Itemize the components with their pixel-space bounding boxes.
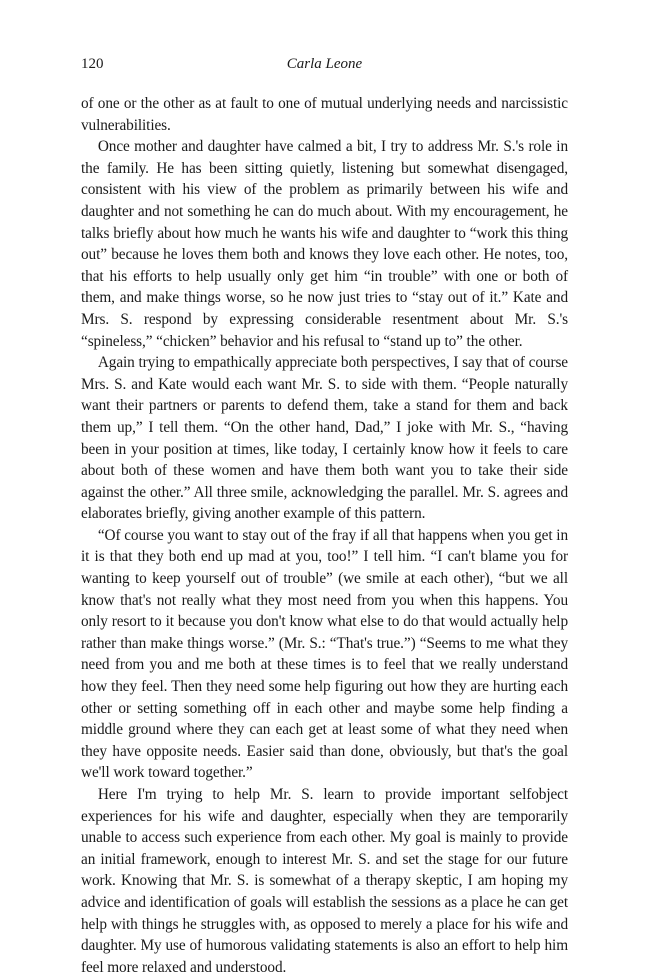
- paragraph: of one or the other as at fault to one of mutual underlying needs and narcissistic vulnerabilities.: [81, 95, 568, 134]
- book-page: [81, 56, 568, 978]
- running-head: [81, 56, 568, 78]
- running-head-author: Carla Leone: [286, 56, 363, 72]
- body-text: [81, 93, 568, 978]
- paragraph: “Of course you want to stay out of the fray if all that happens when you get in it is that they both end up mad at you, too!” I tell him. “I can't blame you for wanting to keep yourself out of trouble” (we smile at each other), “but we all know that's not really what they most need from you when this happens. You only resort to it because you don't know what else to do that would actually help rather than make things worse.” (Mr. S.: “That's true.”) “Seems to me what they need from you and me both at these times is to feel that we really understand how they feel. Then they need some help figuring out how they are hurting each other or setting something off in each other and maybe some help finding a middle ground where they can each get at least some of what they need when they have opposite needs. Easier said than done, obviously, but that's the goal we'll work toward together.”: [81, 526, 568, 782]
- page-number: 120: [81, 56, 104, 72]
- paragraph: Again trying to empathically appreciate both perspectives, I say that of course Mrs. S. and Kate would each want Mr. S. to side with them. “People naturally want their partners or parents to defend them, take a stand for them and back them up,” I tell them. “On the other hand, Dad,” I joke with Mr. S., “having been in your position at times, like today, I certainly know how it feels to care about both of these women and have them both want you to take their side against the other.” All three smile, acknowledging the parallel. Mr. S. agrees and elaborates briefly, giving another example of this pattern.: [81, 354, 568, 523]
- paragraph: Here I'm trying to help Mr. S. learn to provide important selfobject experiences for his wife and daughter, especially when they are temporarily unable to access such experience from each other. My goal is mainly to provide an initial framework, enough to interest Mr. S. and set the stage for our future work. Knowing that Mr. S. is somewhat of a therapy skeptic, I am hoping my advice and identification of goals will establish the sessions as a place he can get help with things he struggles with, as opposed to merely a place for his wife and daughter. My use of humorous validating statements is also an effort to help him feel more relaxed and understood.: [81, 786, 568, 976]
- paragraph: Once mother and daughter have calmed a bit, I try to address Mr. S.'s role in the family. He has been sitting quietly, listening but somewhat disengaged, consistent with his view of the problem as primarily between his wife and daughter and not something he can do much about. With my encouragement, he talks briefly about how much he wants his wife and daughter to “work this thing out” because he loves them both and knows they love each other. He notes, too, that his efforts to help usually only get him “in trouble” with one or both of them, and make things worse, so he now just tries to “stay out of it.” Kate and Mrs. S. respond by expressing considerable resentment about Mr. S.'s “spineless,” “chicken” behavior and his refusal to “stand up to” the other.: [81, 138, 568, 350]
